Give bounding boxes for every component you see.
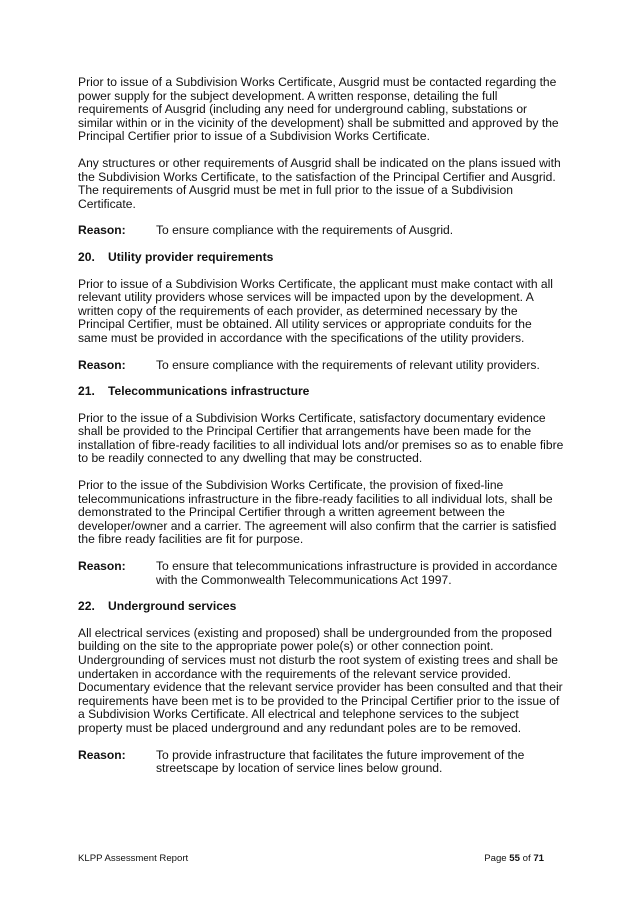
section-20-reason [78, 359, 564, 373]
section-21-paragraph-2: Prior to the issue of the Subdivision Works Certificate, the provision of fixed-line telecommunications infrastructure in the fibre-ready facilities to all individual lots, shall be demonstrated to the Principal Certifier through a written agreement between the developer/owner and a carrier. The agreement will also confirm that the carrier is satisfied the fibre ready facilities are fit for purpose. [78, 478, 557, 547]
page-current: 55 [509, 853, 520, 864]
page-of: of [522, 853, 531, 864]
page-total: 71 [533, 853, 544, 864]
page-prefix: Page [484, 853, 507, 864]
section-title: Telecommunications infrastructure [108, 384, 310, 399]
reason-label: Reason: [78, 223, 126, 238]
section-22-reason [78, 749, 564, 776]
section-number: 20. [78, 249, 95, 264]
section-20-heading [78, 251, 564, 265]
section-21-heading [78, 385, 564, 399]
reason-text: To ensure that telecommunications infrastructure is provided in accordance with the Commonwealth Telecommunications Act 1997. [156, 559, 558, 587]
footer-report-title: KLPP Assessment Report [78, 853, 189, 864]
page-number [484, 853, 544, 864]
reason-text: To provide infrastructure that facilitates the future improvement of the streetscape by location of service lines below ground. [156, 747, 525, 776]
page-footer [78, 853, 544, 864]
intro-paragraph-1: Prior to issue of a Subdivision Works Certificate, Ausgrid must be contacted regarding the power supply for the subject development. A written response, detailing the full requirements of Ausgrid (including any need for underground cabling, substations or similar within or in the vicinity of the development) shall be submitted and approved by the Principal Certifier prior to issue of a Subdivision Works Certificate. [78, 75, 559, 144]
section-22-paragraph-1: All electrical services (existing and proposed) shall be undergrounded from the proposed building on the site to the appropriate power pole(s) or other connection point. Undergrounding of services must not disturb the root system of existing trees and shall be undertaken in accordance with the requirements of the relevant service provided. Documentary evidence that the relevant service provider has been consulted and that their requirements have been met is to be provided to the Principal Certifier prior to the issue of a Subdivision Works Certificate. All electrical and telephone services to the subject property must be placed underground and any redundant poles are to be removed. [78, 625, 563, 735]
reason-text: To ensure compliance with the requirements of relevant utility providers. [156, 357, 540, 372]
document-body [78, 76, 564, 789]
section-number: 22. [78, 599, 95, 614]
section-20-paragraph-1: Prior to issue of a Subdivision Works Certificate, the applicant must make contact with all relevant utility providers whose services will be impacted upon by the development. A written copy of the requirements of each provider, as determined necessary by the Principal Certifier, must be obtained. All utility services or appropriate conduits for the same must be provided in accordance with the specifications of the utility providers. [78, 276, 553, 345]
reason-label: Reason: [78, 357, 126, 372]
section-22-heading [78, 600, 564, 614]
reason-label: Reason: [78, 559, 126, 574]
intro-reason [78, 224, 564, 238]
intro-paragraph-2: Any structures or other requirements of Ausgrid shall be indicated on the plans issued with the Subdivision Works Certificate, to the satisfaction of the Principal Certifier and Ausgrid. The requirements of Ausgrid must be met in full prior to the issue of a Subdivision Certificate. [78, 155, 561, 211]
section-21-paragraph-1: Prior to the issue of a Subdivision Works Certificate, satisfactory documentary evidence shall be provided to the Principal Certifier that arrangements have been made for the installation of fibre-ready facilities to all individual lots and/or premises so as to enable fibre to be readily connected to any dwelling that may be constructed. [78, 410, 564, 466]
reason-label: Reason: [78, 747, 126, 762]
section-title: Underground services [108, 599, 237, 614]
reason-text: To ensure compliance with the requirements of Ausgrid. [156, 223, 454, 238]
section-number: 21. [78, 384, 95, 399]
section-title: Utility provider requirements [108, 249, 274, 264]
section-21-reason [78, 560, 564, 587]
